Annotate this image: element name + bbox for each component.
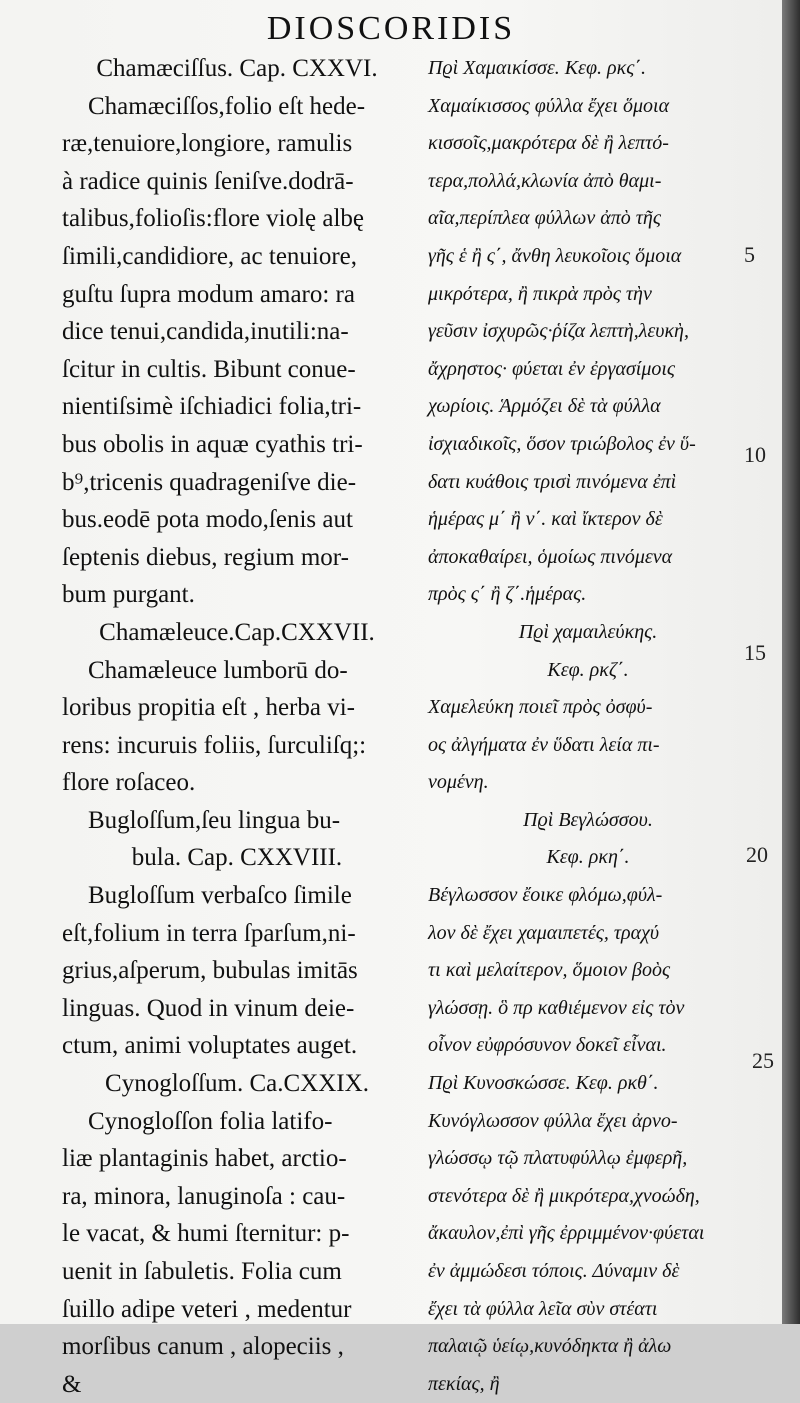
greek-text-line: Πϱὶ χαμαιλεύκης. [518,620,658,643]
greek-text-line: Χαμαίκισσος φύλλα ἔχει ὅμοια [428,94,670,117]
latin-text-line: liæ plantaginis habet, arctio- [62,1145,347,1173]
margin-number: 10 [744,442,766,467]
margin-number: 25 [752,1048,774,1073]
latin-text-line: ræ,tenuiore,longiore, ramulis [62,130,353,158]
greek-text-line: ἰσχιαδικοῖς, ὅσον τριώβολος ἐν ὕ- [428,432,696,455]
greek-text-line: Πϱὶ Βεγλώσσου. [523,808,653,831]
latin-text-line: Bugloſſum,ſeu lingua bu- [88,806,341,834]
greek-text-line: γεῦσιν ἰσχυρῶς·ῥίζα λεπτὴ,λευκὴ, [428,320,689,343]
latin-text-line: morſibus canum , alopeciis , [62,1333,344,1361]
latin-text-line: Chamæleuce lumborū do- [88,656,348,684]
latin-text-line: Cynogloſſum. Ca.CXXIX. [105,1070,369,1098]
greek-text-line: Κεφ. ρκη΄. [546,846,630,869]
latin-text-line: ſcitur in cultis. Bibunt conue- [62,355,356,383]
greek-text-line: Πϱὶ Κυνοσκώσσε. Κεφ. ρκθ΄. [428,1072,659,1095]
greek-text-line: οἶνον εὐφρόσυνον δοκεῖ εἶναι. [428,1034,667,1057]
greek-text-line: γλώσσῳ τῷ πλατυφύλλῳ ἐμφερῆ, [428,1147,688,1170]
latin-text-line: & [62,1370,82,1398]
margin-number: 5 [744,242,755,267]
greek-text-line: Πϱὶ Χαμαικίσσε. Κεφ. ρκς΄. [428,57,646,79]
latin-text-line: b⁹,tricenis quadrageniſve die- [62,468,357,496]
greek-text-line: δατι κυάθοις τρισὶ πινόμενα ἐπὶ [428,470,677,493]
greek-text-line: ἔχει τὰ φύλλα λεῖα σὺν στέατι [428,1297,658,1320]
greek-text-line: Χαμελεύκη ποιεῖ πρὸς ὀσφύ- [428,696,653,719]
page-gutter [782,0,800,1324]
greek-text-line: πεκίας, ἢ [428,1372,500,1395]
latin-text-line: Chamæleuce.Cap.CXXVII. [99,618,375,646]
latin-text-line: ra, minora, lanuginoſa : cau- [62,1182,346,1210]
latin-text-line: bus.eodē pota modo,ſenis aut [62,506,353,534]
greek-text-line: γλώσσῃ. ὃ πρ καθιέμενον εἰς τὸν [428,996,685,1019]
latin-text-line: Cynogloſſon folia latifo- [88,1107,333,1135]
latin-text-line: eſt,folium in terra ſparſum,ni- [62,919,356,947]
latin-text-line: le vacat, & humi ſternitur: p- [62,1220,350,1248]
greek-text-line: ἄκαυλον,ἐπὶ γῆς ἐρριμμένον·φύεται [428,1222,705,1245]
latin-text-line: à radice quinis ſeniſve.dodrā- [62,167,354,195]
latin-text-line: Bugloſſum verbaſco ſimile [88,882,352,910]
latin-text-line: ctum, animi voluptates auget. [62,1032,358,1060]
greek-column [428,50,748,1403]
latin-text-line: talibus,folioſis:flore violę albę [62,205,365,233]
greek-text-line: στενότερα δὲ ἢ μικρότερα,χνοώδη, [428,1184,700,1207]
latin-text-line: ſimili,candidiore, ac tenuiore, [62,242,358,270]
latin-text-line: rens: incuruis foliis, ſurculiſq;: [62,731,367,759]
greek-text-line: τερα,πολλά,κλωνία ἀπὸ θαμι- [428,169,662,192]
greek-text-line: νομένη. [428,771,489,794]
latin-text-line: Chamæciſſos,folio eſt hede- [88,92,366,120]
latin-text-line: uenit in ſabuletis. Folia cum [62,1258,342,1285]
latin-column [62,50,412,1403]
greek-text-line: κισσοῖς,μακρότερα δὲ ἢ λεπτό- [428,132,669,155]
latin-text-line: linguas. Quod in vinum deie- [62,994,355,1022]
latin-text-line: loribus propitia eſt , herba vi- [62,694,355,722]
latin-text-line: bus obolis in aquæ cyathis tri- [62,430,363,458]
greek-text-line: ἐν ἀμμώδεσι τόποις. Δύναμιν δὲ [428,1260,680,1282]
greek-text-line: Κεφ. ρκζ΄. [547,658,629,681]
greek-text-line: Κυνόγλωσσον φύλλα ἔχει ἀρνο- [428,1109,678,1132]
latin-text-line: grius,aſperum, bubulas imitās [62,957,358,985]
greek-text-line: Βέγλωσσον ἔοικε φλόμω,φύλ- [428,884,663,907]
greek-text-line: χωρίοις. Ἁρμόζει δὲ τὰ φύλλα [428,395,661,418]
latin-text-line: ſeptenis diebus, regium mor- [62,543,349,571]
greek-text-line: αῖα,περίπλεα φύλλων ἀπὸ τῆς [428,207,661,230]
latin-text-line: flore roſaceo. [62,769,196,797]
margin-number: 20 [746,842,768,867]
latin-text-line: Chamæciſſus. Cap. CXXVI. [96,55,378,82]
latin-text-line: bum purgant. [62,581,195,609]
latin-text-line: guſtu ſupra modum amaro: ra [62,280,355,308]
greek-text-line: γῆς ἑ ἢ ς΄, ἄνθη λευκοῖοις ὅμοια [428,244,682,267]
latin-text-line: nientiſsimè iſchiadici folia,tri- [62,393,362,421]
greek-text-line: λον δὲ ἔχει χαμαιπετές, τραχύ [428,921,660,944]
greek-text-line: ἄχρηστος· φύεται ἐν ἐργασίμοις [428,357,676,380]
running-head: DIOSCORIDIS [266,10,516,47]
greek-text-line: παλαιῷ ὑείῳ,κυνόδηκτα ἢ ἀλω [428,1335,672,1358]
latin-text-line: bula. Cap. CXXVIII. [131,844,343,872]
greek-text-line: τι καὶ μελαίτερον, ὅμοιον βοὸς [428,959,671,982]
greek-text-line: ἡμέρας μ΄ ἢ ν΄. καὶ ἴκτερον δὲ [428,508,663,531]
greek-text-line: ἀποκαθαίρει, ὁμοίως πινόμενα [428,545,673,568]
latin-text-line: ſuillo adipe veteri , medentur [62,1295,352,1323]
greek-text-line: πρὸς ς΄ ἢ ζ΄.ἡμέρας. [428,583,587,606]
greek-text-line: μικρότερα, ἢ πικρὰ πρὸς τὴν [428,282,652,305]
margin-number: 15 [744,640,766,665]
latin-text-line: dice tenui,candida,inutili:na- [62,318,349,346]
greek-text-line: ος ἀλγήματα ἐν ὕδατι λεία πι- [428,733,660,756]
